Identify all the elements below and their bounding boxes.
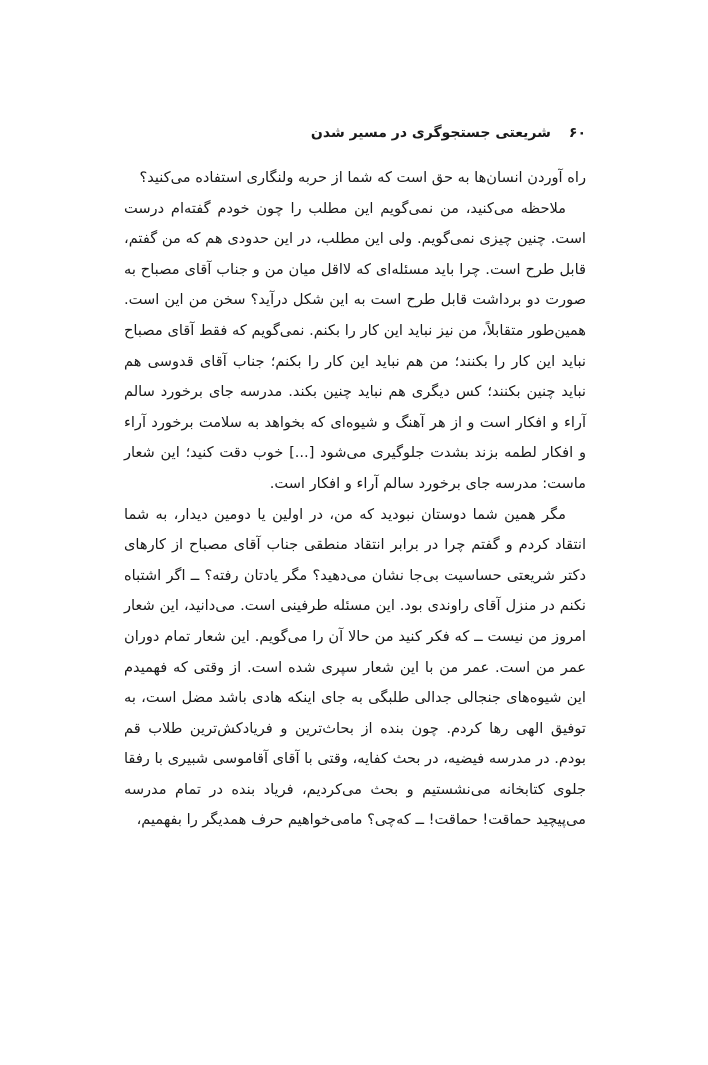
page-header: [124, 121, 586, 145]
paragraph-2: ملاحظه می‌کنید، من نمی‌گویم این مطلب را چون خودم گفته‌ام درست است. چنین چیزی نمی‌گویم. ولی این مطلب، در این حدودی هم که من گفتم، قابل طرح است. چرا باید مسئله‌ای که لااقل میان من و جناب آقای مصباح به صورت دو برداشت قابل طرح است به این شکل درآید؟ سخن من این است. همین‌طور متقابلاً، من نیز نباید این کار را بکنم. نمی‌گویم که فقط آقای مصباح نباید این کار را بکنند؛ من هم نباید این کار را بکنم؛ جناب آقای قدوسی هم نباید چنین بکنند؛ کس دیگری هم نباید چنین بکند. مدرسه جای برخورد سالم آراء و افکار است و از هر آهنگ و شیوه‌ای که بخواهد به سلامت برخورد آراء و افکار لطمه بزند بشدت جلوگیری می‌شود [...] خوب دقت کنید؛ این شعار ماست: مدرسه جای برخورد سالم آراء و افکار است.: [124, 199, 586, 492]
body-text: [124, 163, 586, 836]
page-number: ۶۰: [568, 125, 586, 141]
paragraph-3: مگر همین شما دوستان نبودید که من، در اولین یا دومین دیدار، به شما انتقاد کردم و گفتم چرا در برابر انتقاد منطقی جناب آقای مصباح از کارهای دکتر شریعتی حساسیت بی‌جا نشان می‌دهید؟ مگر یادتان رفته؟ ــ اگر اشتباه نکنم در منزل آقای راوندی بود. این مسئله طرفینی است. می‌دانید، این شعار امروز من نیست ــ که فکر کنید من حالا آن را می‌گویم. این شعار تمام دوران عمر من است. عمر من با این شعار سپری شده است. از وقتی که فهمیدم این شیوه‌های جنجالی جدالی طلبگی به جای اینکه هادی باشد مضل است، به توفیق الهی رها کردم. چون بنده از بحاث‌ترین و فریادکش‌ترین طلاب قم بودم. در مدرسه فیضیه، در بحث کفایه، وقتی با آقای آقاموسی شبیری با رفقا جلوی کتابخانه می‌نشستیم و بحث می‌کردیم، فریاد بنده در تمام مدرسه می‌پیچید حماقت! حماقت! ــ که‌چی؟ مامی‌خواهیم حرف همدیگر را بفهمیم،: [123, 505, 586, 829]
paragraph-1: راه آوردن انسان‌ها به حق است که شما از حربه ولنگاری استفاده می‌کنید؟: [139, 169, 586, 186]
running-title: شریعتی جستجوگری در مسیر شدن: [310, 125, 551, 141]
